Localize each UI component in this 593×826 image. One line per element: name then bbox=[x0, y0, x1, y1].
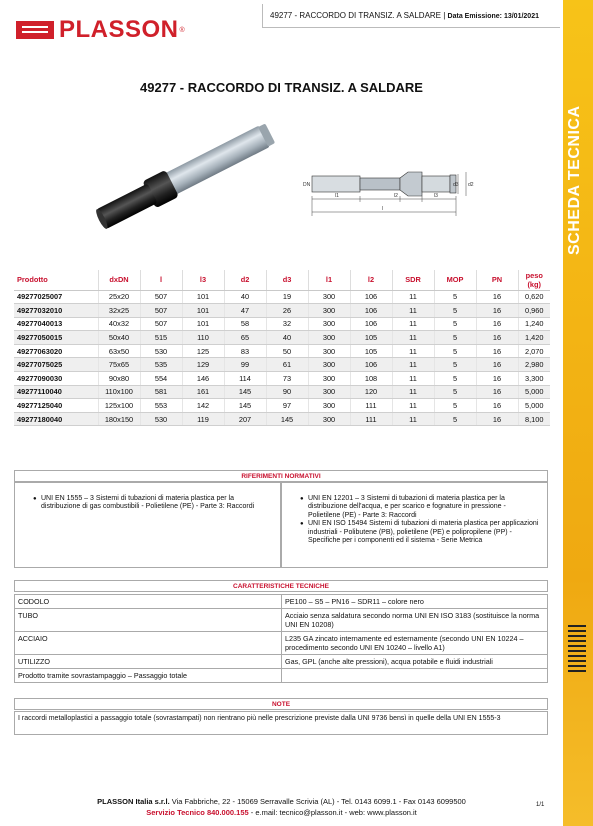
table-cell: 1,240 bbox=[518, 317, 550, 331]
table-cell: 535 bbox=[140, 358, 182, 372]
table-cell: 180x150 bbox=[98, 412, 140, 426]
table-cell: 142 bbox=[182, 399, 224, 413]
characteristic-value: L235 GA zincato internamente ed esternamente (secondo UNI EN 10224 – procedimento secondo UNI EN 10240 – livello A1) bbox=[282, 632, 548, 655]
table-row bbox=[14, 358, 550, 372]
table-cell: 300 bbox=[308, 344, 350, 358]
table-cell: 106 bbox=[350, 317, 392, 331]
product-code-cell: 49277063020 bbox=[14, 344, 98, 358]
table-cell: 5 bbox=[434, 344, 476, 358]
header-doc-title: 49277 - RACCORDO DI TRANSIZ. A SALDARE bbox=[270, 11, 442, 20]
diagram-label-l: l bbox=[382, 206, 384, 212]
table-cell: 515 bbox=[140, 331, 182, 345]
table-cell: 5 bbox=[434, 304, 476, 318]
product-code-cell: 49277125040 bbox=[14, 399, 98, 413]
table-cell: 11 bbox=[392, 385, 434, 399]
table-cell: 120 bbox=[350, 385, 392, 399]
table-cell: 5 bbox=[434, 412, 476, 426]
diagram-label-l3: l3 bbox=[434, 193, 438, 199]
table-cell: 11 bbox=[392, 372, 434, 386]
table-cell: 19 bbox=[266, 290, 308, 304]
footer-contacts: - e.mail: tecnico@plasson.it - web: www.plasson.it bbox=[248, 808, 417, 817]
table-cell: 145 bbox=[266, 412, 308, 426]
table-cell: 161 bbox=[182, 385, 224, 399]
table-cell: 207 bbox=[224, 412, 266, 426]
table-cell: 5 bbox=[434, 399, 476, 413]
table-cell: 530 bbox=[140, 412, 182, 426]
characteristic-value: Gas, GPL (anche alte pressioni), acqua potabile e fluidi industriali bbox=[282, 655, 548, 669]
table-cell: 75x65 bbox=[98, 358, 140, 372]
header-rule bbox=[262, 27, 560, 28]
table-cell: 40 bbox=[266, 331, 308, 345]
product-photo bbox=[86, 118, 286, 233]
table-cell: 16 bbox=[476, 290, 518, 304]
table-cell: 530 bbox=[140, 344, 182, 358]
characteristic-value: Acciaio senza saldatura secondo norma UNI EN ISO 3183 (sostituisce la norma UNI EN 10208) bbox=[282, 609, 548, 632]
technical-diagram bbox=[300, 166, 480, 226]
ruler-mark bbox=[568, 665, 586, 667]
table-cell: 11 bbox=[392, 304, 434, 318]
ruler-mark bbox=[568, 630, 586, 632]
logo-text: PLASSON bbox=[59, 16, 179, 43]
table-row bbox=[14, 372, 550, 386]
table-cell: 16 bbox=[476, 304, 518, 318]
product-code-cell: 49277110040 bbox=[14, 385, 98, 399]
characteristics-heading: CARATTERISTICHE TECNICHE bbox=[14, 580, 548, 592]
table-cell: 300 bbox=[308, 412, 350, 426]
table-cell: 300 bbox=[308, 372, 350, 386]
registered-icon: ® bbox=[179, 26, 185, 34]
table-cell: 5 bbox=[434, 290, 476, 304]
product-code-cell: 49277090030 bbox=[14, 372, 98, 386]
product-code-cell: 49277040013 bbox=[14, 317, 98, 331]
table-cell: 16 bbox=[476, 399, 518, 413]
table-cell: 40 bbox=[224, 290, 266, 304]
table-cell: 11 bbox=[392, 290, 434, 304]
table-cell: 300 bbox=[308, 304, 350, 318]
logo-icon bbox=[16, 21, 54, 39]
table-cell: 105 bbox=[350, 344, 392, 358]
table-cell: 5,000 bbox=[518, 399, 550, 413]
product-code-cell: 49277025007 bbox=[14, 290, 98, 304]
col-header: Prodotto bbox=[14, 270, 98, 290]
table-cell: 300 bbox=[308, 317, 350, 331]
table-cell: 61 bbox=[266, 358, 308, 372]
table-cell: 11 bbox=[392, 344, 434, 358]
col-header: l3 bbox=[182, 270, 224, 290]
table-cell: 507 bbox=[140, 304, 182, 318]
table-cell: 16 bbox=[476, 344, 518, 358]
table-cell: 97 bbox=[266, 399, 308, 413]
ruler-mark bbox=[568, 635, 586, 637]
table-cell: 5 bbox=[434, 372, 476, 386]
product-code-cell: 49277050015 bbox=[14, 331, 98, 345]
table-cell: 125 bbox=[182, 344, 224, 358]
table-cell: 11 bbox=[392, 412, 434, 426]
diagram-label-d3: d3 bbox=[453, 182, 459, 188]
table-row bbox=[14, 290, 550, 304]
note-text: I raccordi metalloplastici a passaggio totale (sovrastampati) non rientrano più nelle prescrizione previste dalla UNI 9736 bensì in quelle della UNI EN 1555-3 bbox=[14, 711, 548, 735]
normative-heading: RIFERIMENTI NORMATIVI bbox=[14, 470, 548, 482]
characteristic-label: ACCIAIO bbox=[15, 632, 282, 655]
table-cell: 16 bbox=[476, 331, 518, 345]
table-cell: 108 bbox=[350, 372, 392, 386]
table-cell: 16 bbox=[476, 385, 518, 399]
characteristic-label: Prodotto tramite sovrastampaggio – Passaggio totale bbox=[15, 669, 282, 683]
table-cell: 1,420 bbox=[518, 331, 550, 345]
table-row bbox=[14, 344, 550, 358]
table-cell: 16 bbox=[476, 358, 518, 372]
product-code-cell: 49277075025 bbox=[14, 358, 98, 372]
diagram-label-d2: d2 bbox=[468, 182, 474, 188]
table-cell: 111 bbox=[350, 399, 392, 413]
table-cell: 106 bbox=[350, 358, 392, 372]
header-separator: | bbox=[441, 11, 448, 20]
normative-item: ● UNI EN 1555 – 3 Sistemi di tubazioni di materia plastica per la distribuzione di gas combustibili - Polietilene (PE) - Parte 3: Raccordi bbox=[33, 495, 272, 512]
diagram-label-l1: l1 bbox=[335, 193, 339, 199]
table-cell: 5 bbox=[434, 317, 476, 331]
footer-line-2 bbox=[0, 807, 563, 818]
table-row bbox=[14, 304, 550, 318]
diagram-label-l2: l2 bbox=[394, 193, 398, 199]
table-cell: 16 bbox=[476, 412, 518, 426]
page-number: 1/1 bbox=[536, 802, 545, 808]
table-row bbox=[14, 317, 550, 331]
col-header: dxDN bbox=[98, 270, 140, 290]
col-header: l2 bbox=[350, 270, 392, 290]
table-cell: 90 bbox=[266, 385, 308, 399]
footer-company: PLASSON Italia s.r.l. bbox=[97, 797, 170, 806]
characteristics-table bbox=[14, 594, 548, 683]
table-row bbox=[14, 399, 550, 413]
table-cell: 11 bbox=[392, 399, 434, 413]
table-cell: 106 bbox=[350, 304, 392, 318]
col-header: l1 bbox=[308, 270, 350, 290]
table-cell: 129 bbox=[182, 358, 224, 372]
footer-service: Servizio Tecnico 840.000.155 bbox=[146, 808, 249, 817]
table-header-row bbox=[14, 270, 550, 290]
table-cell: 114 bbox=[224, 372, 266, 386]
header-doc-info bbox=[270, 11, 539, 20]
col-header: MOP bbox=[434, 270, 476, 290]
note-heading: NOTE bbox=[14, 698, 548, 710]
table-cell: 581 bbox=[140, 385, 182, 399]
table-cell: 50 bbox=[266, 344, 308, 358]
characteristics-row bbox=[15, 609, 548, 632]
table-cell: 2,070 bbox=[518, 344, 550, 358]
table-cell: 90x80 bbox=[98, 372, 140, 386]
table-cell: 0,620 bbox=[518, 290, 550, 304]
table-cell: 5 bbox=[434, 331, 476, 345]
characteristics-row bbox=[15, 669, 548, 683]
col-header: l bbox=[140, 270, 182, 290]
table-cell: 40x32 bbox=[98, 317, 140, 331]
table-cell: 11 bbox=[392, 331, 434, 345]
footer-address: Via Fabbriche, 22 - 15069 Serravalle Scrivia (AL) - Tel. 0143 6099.1 - Fax 0143 6099500 bbox=[169, 797, 466, 806]
table-cell: 65 bbox=[224, 331, 266, 345]
normative-left-box bbox=[14, 482, 281, 568]
table-cell: 146 bbox=[182, 372, 224, 386]
table-cell: 145 bbox=[224, 399, 266, 413]
table-cell: 507 bbox=[140, 290, 182, 304]
table-cell: 101 bbox=[182, 317, 224, 331]
ruler-mark bbox=[568, 640, 586, 642]
product-code-cell: 49277032010 bbox=[14, 304, 98, 318]
table-cell: 32 bbox=[266, 317, 308, 331]
ruler-mark bbox=[568, 670, 586, 672]
normative-right-box bbox=[281, 482, 548, 568]
table-cell: 5 bbox=[434, 385, 476, 399]
table-cell: 110x100 bbox=[98, 385, 140, 399]
table-cell: 99 bbox=[224, 358, 266, 372]
table-cell: 5 bbox=[434, 358, 476, 372]
table-cell: 32x25 bbox=[98, 304, 140, 318]
table-cell: 119 bbox=[182, 412, 224, 426]
footer bbox=[0, 796, 563, 818]
plasson-logo bbox=[16, 16, 185, 43]
table-cell: 8,100 bbox=[518, 412, 550, 426]
characteristic-label: UTILIZZO bbox=[15, 655, 282, 669]
header-divider bbox=[262, 4, 263, 28]
table-cell: 110 bbox=[182, 331, 224, 345]
characteristic-label: TUBO bbox=[15, 609, 282, 632]
table-cell: 25x20 bbox=[98, 290, 140, 304]
table-cell: 5,000 bbox=[518, 385, 550, 399]
table-cell: 16 bbox=[476, 317, 518, 331]
table-cell: 26 bbox=[266, 304, 308, 318]
characteristic-value: PE100 – S5 – PN16 – SDR11 – colore nero bbox=[282, 595, 548, 609]
sidebar-label: SCHEDA TECNICA bbox=[566, 105, 583, 255]
table-cell: 125x100 bbox=[98, 399, 140, 413]
table-cell: 11 bbox=[392, 317, 434, 331]
ruler-mark bbox=[568, 625, 586, 627]
table-cell: 3,300 bbox=[518, 372, 550, 386]
table-cell: 63x50 bbox=[98, 344, 140, 358]
table-cell: 300 bbox=[308, 290, 350, 304]
ruler-mark bbox=[568, 660, 586, 662]
table-cell: 105 bbox=[350, 331, 392, 345]
table-cell: 300 bbox=[308, 358, 350, 372]
table-cell: 101 bbox=[182, 304, 224, 318]
diagram-label-dn: DN bbox=[303, 182, 311, 188]
table-cell: 50x40 bbox=[98, 331, 140, 345]
characteristics-row bbox=[15, 655, 548, 669]
normative-item: ● UNI EN ISO 15494 Sistemi di tubazioni di materia plastica per applicazioni industriali - Polibutene (PB), polietilene (PE) e polipropilene (PP) - Specifiche per i componenti ed il sistema - Serie Metrica bbox=[300, 520, 539, 545]
table-row bbox=[14, 331, 550, 345]
table-cell: 58 bbox=[224, 317, 266, 331]
table-cell: 0,960 bbox=[518, 304, 550, 318]
page-title: 49277 - RACCORDO DI TRANSIZ. A SALDARE bbox=[140, 80, 423, 95]
table-cell: 300 bbox=[308, 331, 350, 345]
table-cell: 47 bbox=[224, 304, 266, 318]
table-cell: 300 bbox=[308, 385, 350, 399]
table-cell: 2,980 bbox=[518, 358, 550, 372]
footer-line-1 bbox=[0, 796, 563, 807]
col-header: SDR bbox=[392, 270, 434, 290]
table-cell: 300 bbox=[308, 399, 350, 413]
table-cell: 83 bbox=[224, 344, 266, 358]
table-cell: 101 bbox=[182, 290, 224, 304]
col-header: peso (kg) bbox=[518, 270, 550, 290]
table-cell: 507 bbox=[140, 317, 182, 331]
table-cell: 73 bbox=[266, 372, 308, 386]
characteristics-row bbox=[15, 595, 548, 609]
col-header: PN bbox=[476, 270, 518, 290]
table-cell: 16 bbox=[476, 372, 518, 386]
normative-item: ● UNI EN 12201 – 3 Sistemi di tubazioni di materia plastica per la distribuzione dell'acqua, e per scarico e fognature in pressione - Polietilene (PE) - Parte 3: Raccordi bbox=[300, 495, 539, 520]
product-table bbox=[14, 270, 550, 426]
col-header: d2 bbox=[224, 270, 266, 290]
header-emission-date: Data Emissione: 13/01/2021 bbox=[447, 13, 539, 20]
table-cell: 553 bbox=[140, 399, 182, 413]
table-row bbox=[14, 385, 550, 399]
table-cell: 145 bbox=[224, 385, 266, 399]
characteristic-label: CODOLO bbox=[15, 595, 282, 609]
table-row bbox=[14, 412, 550, 426]
ruler-mark bbox=[568, 645, 586, 647]
ruler-mark bbox=[568, 650, 586, 652]
col-header: d3 bbox=[266, 270, 308, 290]
table-cell: 11 bbox=[392, 358, 434, 372]
characteristics-row bbox=[15, 632, 548, 655]
product-code-cell: 49277180040 bbox=[14, 412, 98, 426]
ruler-mark bbox=[568, 655, 586, 657]
characteristic-value bbox=[282, 669, 548, 683]
table-cell: 554 bbox=[140, 372, 182, 386]
table-cell: 106 bbox=[350, 290, 392, 304]
table-cell: 111 bbox=[350, 412, 392, 426]
